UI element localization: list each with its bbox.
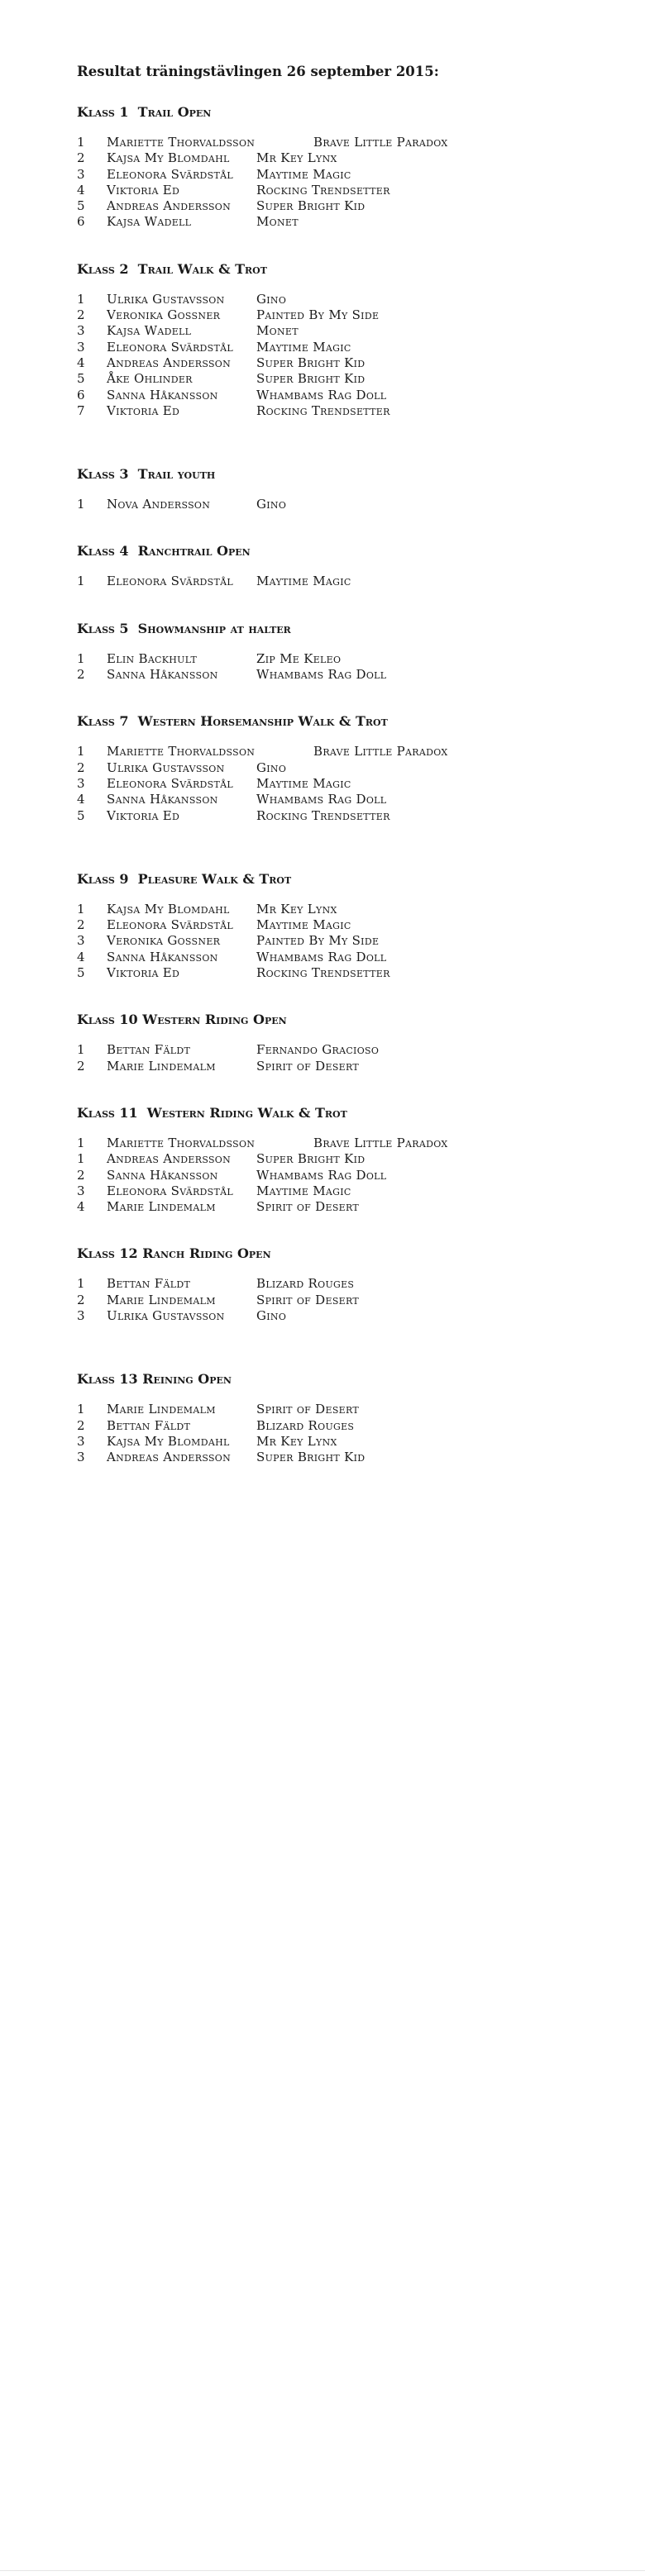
result-row xyxy=(77,198,606,214)
result-place: 4 xyxy=(77,355,85,370)
class-list xyxy=(77,103,606,1465)
class-title: Klass 11 Western Riding Walk & Trot xyxy=(77,1104,347,1121)
class-section xyxy=(77,870,606,981)
result-rider: Marie Lindemalm xyxy=(107,1058,216,1074)
result-place: 7 xyxy=(77,402,85,418)
result-rider: Marie Lindemalm xyxy=(107,1292,216,1307)
result-place: 4 xyxy=(77,182,85,198)
result-place: 2 xyxy=(77,1292,85,1307)
result-rider: Bettan Fäldt xyxy=(107,1417,191,1433)
class-section xyxy=(77,1011,606,1074)
result-horse: Brave Little Paradox xyxy=(313,1135,448,1150)
result-place: 1 xyxy=(77,1276,85,1292)
result-place: 2 xyxy=(77,150,85,166)
result-horse: Gino xyxy=(256,497,287,512)
result-place: 2 xyxy=(77,917,85,933)
result-rider: Veronika Gossner xyxy=(107,933,221,949)
result-row xyxy=(77,667,606,683)
result-horse: Rocking Trendsetter xyxy=(256,402,390,418)
result-horse: Whambams Rag Doll xyxy=(256,667,387,683)
result-horse: Super Bright Kid xyxy=(256,198,366,214)
result-row xyxy=(77,1402,606,1417)
result-place: 3 xyxy=(77,933,85,949)
result-place: 3 xyxy=(77,1183,85,1198)
result-horse: Gino xyxy=(256,1307,287,1323)
result-horse: Maytime Magic xyxy=(256,574,351,589)
class-title: Klass 2 Trail Walk & Trot xyxy=(77,260,267,277)
result-row xyxy=(77,214,606,230)
result-horse: Spirit of Desert xyxy=(256,1058,360,1074)
result-row xyxy=(77,388,606,403)
result-rider: Viktoria Ed xyxy=(107,182,180,198)
result-row xyxy=(77,933,606,949)
result-place: 1 xyxy=(77,744,85,759)
result-place: 3 xyxy=(77,1450,85,1465)
result-row xyxy=(77,965,606,981)
class-title: Klass 5 Showmanship at halter xyxy=(77,620,291,636)
result-row xyxy=(77,403,606,419)
class-title: Klass 3 Trail youth xyxy=(77,466,216,483)
result-row xyxy=(77,1136,606,1151)
class-title: Klass 10 Western Riding Open xyxy=(77,1012,287,1028)
result-row xyxy=(77,950,606,965)
result-row xyxy=(77,917,606,933)
result-horse: Whambams Rag Doll xyxy=(256,792,387,807)
result-place: 5 xyxy=(77,807,85,823)
result-place: 2 xyxy=(77,1167,85,1183)
result-horse: Whambams Rag Doll xyxy=(256,949,387,964)
result-place: 1 xyxy=(77,135,85,150)
result-place: 3 xyxy=(77,166,85,182)
result-place: 5 xyxy=(77,371,85,387)
class-section xyxy=(77,465,606,512)
result-row xyxy=(77,1151,606,1167)
result-place: 4 xyxy=(77,792,85,807)
result-place: 2 xyxy=(77,759,85,775)
result-horse: Whambams Rag Doll xyxy=(256,1167,387,1183)
class-title: Klass 13 Reining Open xyxy=(77,1371,232,1388)
result-horse: Painted By My Side xyxy=(256,307,380,323)
result-rider: Sanna Håkansson xyxy=(107,387,218,402)
result-rider: Mariette Thorvaldsson xyxy=(107,135,256,150)
result-rider: Eleonora Svärdstål xyxy=(107,166,233,182)
result-row xyxy=(77,1183,606,1199)
class-section xyxy=(77,1370,606,1465)
result-row xyxy=(77,574,606,589)
result-rider: Veronika Gossner xyxy=(107,307,221,323)
result-rider: Eleonora Svärdstål xyxy=(107,1183,233,1198)
result-row xyxy=(77,167,606,183)
result-rider: Ulrika Gustavsson xyxy=(107,1307,225,1323)
result-row xyxy=(77,323,606,339)
result-place: 1 xyxy=(77,650,85,666)
result-rider: Eleonora Svärdstål xyxy=(107,775,233,791)
result-horse: Maytime Magic xyxy=(256,339,351,355)
result-row xyxy=(77,1276,606,1292)
result-place: 3 xyxy=(77,775,85,791)
result-rider: Mariette Thorvaldsson xyxy=(107,744,256,759)
result-rider: Bettan Fäldt xyxy=(107,1042,191,1058)
result-row xyxy=(77,183,606,198)
result-rider: Ulrika Gustavsson xyxy=(107,759,225,775)
result-row xyxy=(77,371,606,387)
result-rider: Eleonora Svärdstål xyxy=(107,339,233,355)
result-row xyxy=(77,651,606,667)
result-rider: Kajsa My Blomdahl xyxy=(107,150,230,166)
result-horse: Super Bright Kid xyxy=(256,371,366,387)
class-title: Klass 12 Ranch Riding Open xyxy=(77,1245,271,1262)
result-rider: Viktoria Ed xyxy=(107,402,180,418)
result-rider: Andreas Andersson xyxy=(107,1151,232,1167)
result-row xyxy=(77,1434,606,1450)
result-horse: Super Bright Kid xyxy=(256,355,366,370)
result-rider: Andreas Andersson xyxy=(107,198,232,214)
result-place: 6 xyxy=(77,214,85,230)
result-place: 1 xyxy=(77,497,85,512)
result-place: 3 xyxy=(77,323,85,339)
result-horse: Blizard Rouges xyxy=(256,1276,355,1292)
result-rider: Viktoria Ed xyxy=(107,807,180,823)
page-bottom-divider xyxy=(0,2570,645,2571)
result-place: 1 xyxy=(77,1151,85,1167)
result-horse: Spirit of Desert xyxy=(256,1292,360,1307)
result-row xyxy=(77,497,606,512)
result-horse: Maytime Magic xyxy=(256,775,351,791)
result-horse: Super Bright Kid xyxy=(256,1450,366,1465)
result-row xyxy=(77,1418,606,1434)
result-place: 2 xyxy=(77,667,85,683)
class-section xyxy=(77,542,606,589)
result-place: 2 xyxy=(77,1058,85,1074)
result-place: 6 xyxy=(77,387,85,402)
page-title: Resultat träningstävlingen 26 september 2015: xyxy=(77,64,439,79)
result-rider: Marie Lindemalm xyxy=(107,1199,216,1215)
result-row xyxy=(77,1168,606,1183)
result-horse: Fernando Gracioso xyxy=(256,1042,380,1058)
result-rider: Kajsa My Blomdahl xyxy=(107,1433,230,1449)
result-row xyxy=(77,1308,606,1324)
result-place: 4 xyxy=(77,1199,85,1215)
class-title: Klass 4 Ranchtrail Open xyxy=(77,543,251,559)
result-row xyxy=(77,1293,606,1308)
result-place: 5 xyxy=(77,198,85,214)
result-place: 3 xyxy=(77,1433,85,1449)
result-place: 1 xyxy=(77,291,85,307)
result-horse: Zip Me Keleo xyxy=(256,650,342,666)
class-title: Klass 1 Trail Open xyxy=(77,104,212,120)
result-horse: Mr Key Lynx xyxy=(256,901,337,917)
result-horse: Brave Little Paradox xyxy=(313,135,448,150)
result-row xyxy=(77,744,606,759)
result-rider: Kajsa Wadell xyxy=(107,214,192,230)
result-horse: Monet xyxy=(256,323,299,339)
result-place: 1 xyxy=(77,901,85,917)
result-row xyxy=(77,1042,606,1058)
result-rider: Ulrika Gustavsson xyxy=(107,291,225,307)
result-horse: Mr Key Lynx xyxy=(256,150,337,166)
result-row xyxy=(77,1059,606,1074)
result-rider: Mariette Thorvaldsson xyxy=(107,1135,256,1150)
result-rider: Eleonora Svärdstål xyxy=(107,917,233,933)
result-horse: Maytime Magic xyxy=(256,917,351,933)
result-place: 3 xyxy=(77,1307,85,1323)
result-rider: Åke Ohlinder xyxy=(107,371,193,387)
result-horse: Monet xyxy=(256,214,299,230)
result-row xyxy=(77,902,606,917)
result-horse: Brave Little Paradox xyxy=(313,744,448,759)
class-section xyxy=(77,260,606,419)
class-title: Klass 7 Western Horsemanship Walk & Trot xyxy=(77,713,388,730)
result-horse: Whambams Rag Doll xyxy=(256,387,387,402)
result-horse: Spirit of Desert xyxy=(256,1199,360,1215)
result-place: 1 xyxy=(77,574,85,589)
result-horse: Gino xyxy=(256,759,287,775)
result-row xyxy=(77,792,606,807)
result-horse: Mr Key Lynx xyxy=(256,1433,337,1449)
result-row xyxy=(77,1199,606,1215)
result-rider: Eleonora Svärdstål xyxy=(107,574,233,589)
result-horse: Painted By My Side xyxy=(256,933,380,949)
result-place: 1 xyxy=(77,1402,85,1417)
class-section xyxy=(77,1104,606,1215)
class-section xyxy=(77,103,606,231)
result-rider: Elin Backhult xyxy=(107,650,198,666)
result-rider: Sanna Håkansson xyxy=(107,949,218,964)
result-horse: Rocking Trendsetter xyxy=(256,965,390,981)
result-rider: Sanna Håkansson xyxy=(107,667,218,683)
result-row xyxy=(77,135,606,150)
result-row xyxy=(77,808,606,824)
result-place: 2 xyxy=(77,307,85,323)
class-section xyxy=(77,712,606,823)
result-place: 4 xyxy=(77,949,85,964)
result-rider: Kajsa Wadell xyxy=(107,323,192,339)
result-row xyxy=(77,340,606,355)
result-rider: Marie Lindemalm xyxy=(107,1402,216,1417)
result-horse: Spirit of Desert xyxy=(256,1402,360,1417)
result-horse: Super Bright Kid xyxy=(256,1151,366,1167)
result-rider: Viktoria Ed xyxy=(107,965,180,981)
class-section xyxy=(77,620,606,683)
results-document xyxy=(77,63,606,1465)
result-row xyxy=(77,307,606,323)
result-place: 2 xyxy=(77,1417,85,1433)
result-row xyxy=(77,1450,606,1465)
result-row xyxy=(77,292,606,307)
result-rider: Kajsa My Blomdahl xyxy=(107,901,230,917)
result-rider: Sanna Håkansson xyxy=(107,1167,218,1183)
result-rider: Andreas Andersson xyxy=(107,1450,232,1465)
result-place: 5 xyxy=(77,965,85,981)
result-rider: Andreas Andersson xyxy=(107,355,232,370)
result-horse: Rocking Trendsetter xyxy=(256,807,390,823)
result-place: 3 xyxy=(77,339,85,355)
class-title: Klass 9 Pleasure Walk & Trot xyxy=(77,870,292,887)
result-row xyxy=(77,355,606,371)
result-rider: Bettan Fäldt xyxy=(107,1276,191,1292)
result-row xyxy=(77,150,606,166)
result-rider: Nova Andersson xyxy=(107,497,211,512)
result-rider: Sanna Håkansson xyxy=(107,792,218,807)
result-row xyxy=(77,776,606,792)
result-place: 1 xyxy=(77,1135,85,1150)
result-place: 1 xyxy=(77,1042,85,1058)
result-horse: Maytime Magic xyxy=(256,1183,351,1198)
result-horse: Maytime Magic xyxy=(256,166,351,182)
result-horse: Rocking Trendsetter xyxy=(256,182,390,198)
class-section xyxy=(77,1245,606,1324)
result-horse: Gino xyxy=(256,291,287,307)
result-row xyxy=(77,760,606,776)
result-horse: Blizard Rouges xyxy=(256,1417,355,1433)
